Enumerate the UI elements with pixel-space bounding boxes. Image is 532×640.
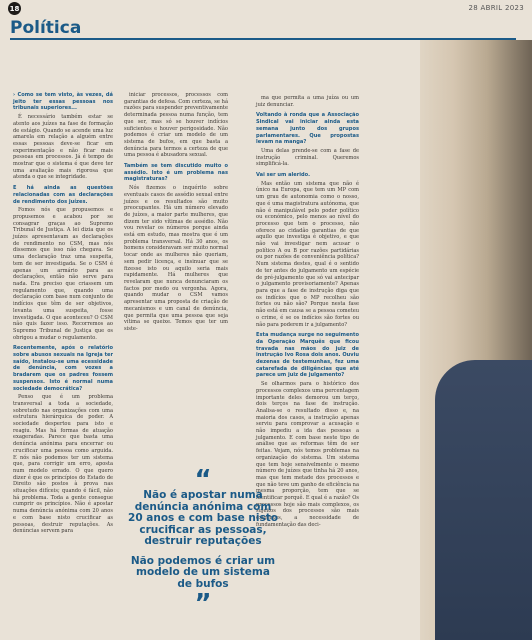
close-quote-mark: ” bbox=[194, 589, 212, 619]
interview-question: Vai ser um alerido. bbox=[256, 172, 311, 179]
interview-answer: É necessário também estar se atento aos juízes na fase de formação de estágio. Quando se acende uma luz amarela em relação a alguém entre essas pessoas deve-se ficar em experimentação e não ficar mais pessoas em processos. Já é tempo de mostrar que o sistema é que deve ter uma avaliação mais rigorosa que atenda o que se integridade. bbox=[13, 114, 113, 181]
pull-quote bbox=[128, 465, 278, 619]
article-column-3 bbox=[256, 95, 359, 531]
article-column-1 bbox=[13, 88, 113, 537]
page-number: 18 bbox=[8, 2, 21, 15]
page-header bbox=[0, 0, 532, 42]
interview-answer: Se olharmos para o histórico dos processos complexos uma percentagem importante deles demorou um terço, dois terços na fase de instrução. Analisa-se o resultado disso e, na maioria dos casos, a instrução apenas serviu para comprovar a acusação e não impediu a ida das pessoas a julgamento. E com base neste tipo de análise que as reformas têm de ser feitas. Vejam, nós temos problemas na organização do sistema. Um sistema que tem hoje sensivelmente o mesmo número de juízes que tinha há 20 anos, mas que tem metade dos processos e que não teve um ganho de eficiência na mesma proporção, tem que se identificar porquê. E qual é a razão? Os processos hoje são mais complexos, os sujeitos dos processos são mais exigentes, a necessidade de fundamentação das deci- bbox=[256, 381, 359, 528]
interview-answer: Uma delas prende-se com a fase de instrução criminal. Queremos simplificá-la. bbox=[256, 147, 359, 168]
interview-answer: Mas então um sistema que não é único na Europa, que tem um MP com um grau de autonomia como o nosso, que é uma magistratura autónoma, que não é manipulável pelo poder político ou económico, pelo menos ao nível do processo que tem o processo, não oferece ao cidadão garantias de que aquilo que investiga é objetivo, e que não vai investigar nem acusar o político A ou B por razões partidárias ou por razões de conveniência política? Num sistema destes, qual é o sentido de ter antes do julgamento um espécie de pré-julgamento que só vai antecipar o julgamento provisoriamente? Apenas para que a fase de instrução diga que os indícios que o MP recolheu são fortes ou não são? Porque nesta fase não está em causa se a pessoa cometeu o crime, é se os indícios são fortes ou não para poderem ir a julgamento? bbox=[256, 180, 359, 328]
section-title: Política bbox=[10, 18, 82, 38]
interview-question: Também se tem discutido muito o assédio. Isto é um problema nas magistraturas? bbox=[124, 163, 228, 183]
interview-answer: ma que permita a uma juíza ou um juiz denunciar. bbox=[256, 95, 359, 108]
interview-question: › Como se tem visto, às vezes, dá jeito ter essas pessoas nos tribunais superiores... bbox=[13, 92, 113, 112]
interview-answer: iniciar processos, processos com garantias de defesa. Com certeza, se há razões para suspender preventivamente determinada pessoa numa função, tem que ser, mas só se houver indícios suficientes e houver perigosidade. Não podemos é criar um modelo de um sistema de bufos, em que basta a denúncia para termos a certeza de que uma pessoa é abusadora sexual. bbox=[124, 92, 228, 159]
interview-answer: Penso que é um problema transversal a toda a sociedade, sobretudo nas organizações com uma estrutura hierárquica de poder. A sociedade despertou para isto e reagiu. Mas há formas de atuação exageradas. Parece que basta uma denúncia anónima para encerrar ou crucificar uma pessoa como arguida. E nós não podemos ter um sistema que, para corrigir um erro, aposta num modelo errado. O que quero dizer é que os princípios do Estado de Direito são postos à prova nas situações difíceis; quando é fácil, não há problema. Toda a gente consegue cumprir os princípios. Não é apostar numa denúncia anónima com 20 anos e com base nisto crucificar as pessoas, destruir reputações. As denúncias servem para bbox=[13, 394, 113, 535]
pull-quote-text-1: Não é apostar numa denúncia anónima com 20 anos e com base nisto crucificar as pessoas, destruir reputações bbox=[128, 489, 278, 547]
pull-quote-text-2: Não podemos é criar um modelo de um sistema de bufos bbox=[130, 554, 276, 590]
article-column-2 bbox=[124, 92, 228, 335]
interview-question: Recentemente, após o relatório sobre abusos sexuais na Igreja ter saído, instalou-se uma ecessidade de denúncia, com vozes a bradarem que os padres fossem suspensos. Isto é normal numa sociedade democrática? bbox=[13, 345, 113, 392]
interview-question: Esta mudança surge no seguimento da Operação Marquês que ficou travada nas mãos do juiz de instrução Ivo Rosa dois anos. Ouviu dezenas de testemunhas, fez uma catarefada de diligências que até parece um juiz de julgamento? bbox=[256, 332, 359, 379]
interview-answer: Nós fizemos o inquérito sobre eventuais casos de assédio sexual entre juízes e os resultados são muito preocupantes. Há um número elevado de juízes, a maior parte mulheres, que dizem ter sido vítimas de assédio. Não vou revelar os números porque ainda está em estudo, mas mostra que é um problema transversal. Há 30 anos, os homens consideravam ser muito normal tocar onde as mulheres não queriam, sem pedir licença, e insinuar que se fizesse isto ou aquilo seria mais rapidamente. Há mulheres que revelaram que nunca denunciaram os factos por medo ou vergonha. Agora, quando mudar o CSM vamos apresentar uma proposta de criação de mecanismos e um canal de denúncia, que permita que uma pessoa que seja vítima se queixe. Temos que ter um siste- bbox=[124, 185, 228, 332]
interview-answer: Fomos nós que propusemos e propusemos e acabou por se consagrar graças ao Supremo Tribunal de Justiça. A lei dizia que os juízes apresentavam as declarações de rendimento no CSM, mas nós dissemos que isso não chegava. Se uma declaração traz uma suspeita, tem de ser investigada. Se o CSM é apenas um armário para as declarações, então não serve para nada. Era preciso que criassem um regulamento que, quando uma declaração com base num conjunto de indícios que têm de ser objetivos, levanta uma suspeita, fosse investigada. O que aconteceu? O CSM não quis fazer isso. Recorremos ao Supremo Tribunal de Justiça que os obrigou a mudar o regulamento. bbox=[13, 207, 113, 341]
photo-subject-suit bbox=[435, 360, 532, 640]
interview-question: Voltando à ronda que a Associação Sindical vai iniciar ainda esta semana junto dos grupos parlamentares. Que propostas levam na manga? bbox=[256, 112, 359, 146]
interview-question: E há ainda as questões relacionadas com as declarações de rendimento dos juízes. bbox=[13, 185, 113, 205]
open-quote-mark: “ bbox=[194, 465, 212, 495]
issue-date: 28 ABRIL 2023 bbox=[468, 4, 524, 12]
